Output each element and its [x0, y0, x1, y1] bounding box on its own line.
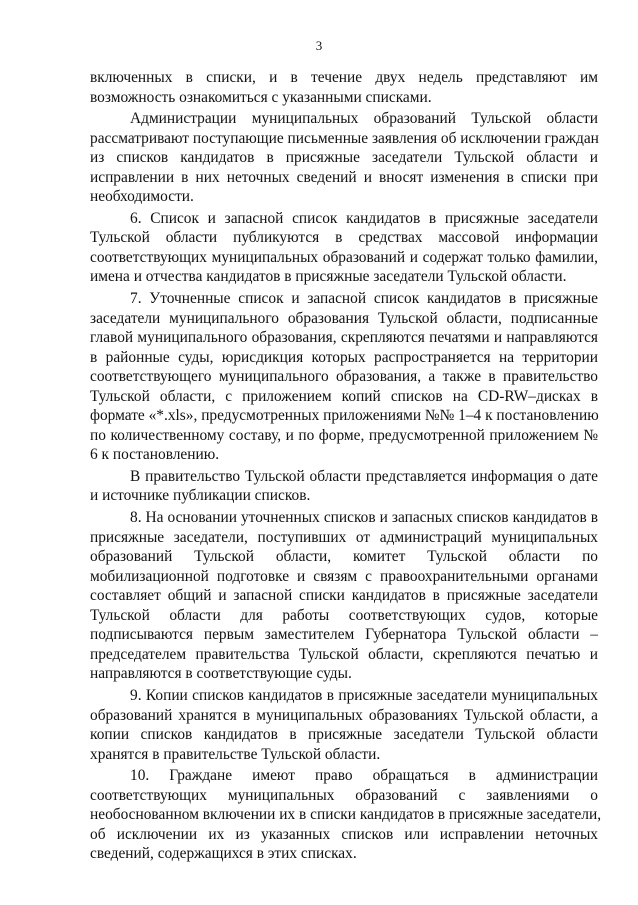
- text-line: и источнике публикации списков.: [90, 487, 311, 505]
- text-line: мобилизационной подготовке и связям с правоохранительными органами: [90, 567, 598, 585]
- text-line: Тульской области публикуются в средствах массовой информации: [90, 229, 598, 247]
- text-line: 6 к постановлению.: [90, 446, 220, 464]
- text-line: возможность ознакомиться с указанными списками.: [90, 88, 432, 106]
- text-line: Администрации муниципальных образований Тульской области: [130, 110, 598, 128]
- text-line: соответствующих муниципальных образований и содержат только фамилии,: [90, 248, 598, 266]
- text-line: сведений, содержащихся в этих списках.: [90, 845, 357, 863]
- text-line: об исключении их из указанных списков или исправлении неточных: [90, 825, 598, 843]
- text-line: формате «*.xls», предусмотренных приложениями №№ 1–4 к постановлению: [90, 407, 599, 425]
- text-line: соответствующих муниципальных образований с заявлениями о: [90, 786, 598, 804]
- text-line: 7. Уточненные список и запасной список кандидатов в присяжные: [130, 290, 598, 308]
- text-line: 6. Список и запасной список кандидатов в присяжные заседатели: [130, 209, 598, 227]
- text-line: имена и отчества кандидатов в присяжные заседатели Тульской области.: [90, 268, 567, 286]
- text-line: в районные суды, юрисдикция которых распространяется на территории: [90, 348, 598, 366]
- text-line: заседатели муниципального образования Тульской области, подписанные: [90, 309, 598, 327]
- text-line: необходимости.: [90, 188, 194, 206]
- text-line: копии списков кандидатов в присяжные заседатели Тульской области: [90, 726, 598, 744]
- text-line: 8. На основании уточненных списков и запасных списков кандидатов в: [130, 509, 598, 527]
- text-line: председателем правительства Тульской области, скрепляются печатью и: [90, 645, 598, 663]
- page-number: 3: [315, 38, 323, 53]
- text-line: хранятся в правительстве Тульской области.: [90, 745, 381, 763]
- text-line: образований хранятся в муниципальных образованиях Тульской области, а: [90, 706, 598, 724]
- text-line: Тульской области, с приложением копий списков на CD-RW–дисках в: [90, 387, 598, 405]
- text-line: главой муниципального образования, скрепляются печатями и направляются: [90, 329, 598, 347]
- text-line: присяжные заседатели, поступивших от администраций муниципальных: [90, 528, 598, 546]
- text-line: 10. Граждане имеют право обращаться в администрации: [130, 767, 598, 785]
- text-line: из списков кандидатов в присяжные заседатели Тульской области и: [90, 149, 598, 167]
- text-line: включенных в списки, и в течение двух недель представляют им: [90, 69, 598, 86]
- text-line: рассматривают поступающие письменные заявления об исключении граждан: [90, 129, 599, 147]
- text-line: исправлении в них неточных сведений и вносят изменения в списки при: [90, 168, 598, 186]
- text-line: соответствующего муниципального образования, а также в правительство: [90, 368, 598, 386]
- text-line: по количественному составу, и по форме, предусмотренной приложением №: [90, 426, 598, 444]
- text-line: составляет общий и запасной списки кандидатов в присяжные заседатели: [90, 587, 598, 605]
- text-line: В правительство Тульской области представляется информация о дате: [130, 467, 598, 485]
- text-line: подписываются первым заместителем Губернатора Тульской области –: [90, 626, 598, 644]
- text-line: образований Тульской области, комитет Тульской области по: [90, 548, 598, 566]
- text-line: необоснованном включении их в списки кандидатов в присяжные заседатели,: [90, 806, 602, 824]
- text-line: Тульской области для работы соответствующих судов, которые: [90, 606, 598, 624]
- text-line: 9. Копии списков кандидатов в присяжные заседатели муниципальных: [130, 686, 598, 704]
- document-body: [90, 68, 602, 864]
- text-line: направляются в соответствующие суды.: [90, 665, 352, 683]
